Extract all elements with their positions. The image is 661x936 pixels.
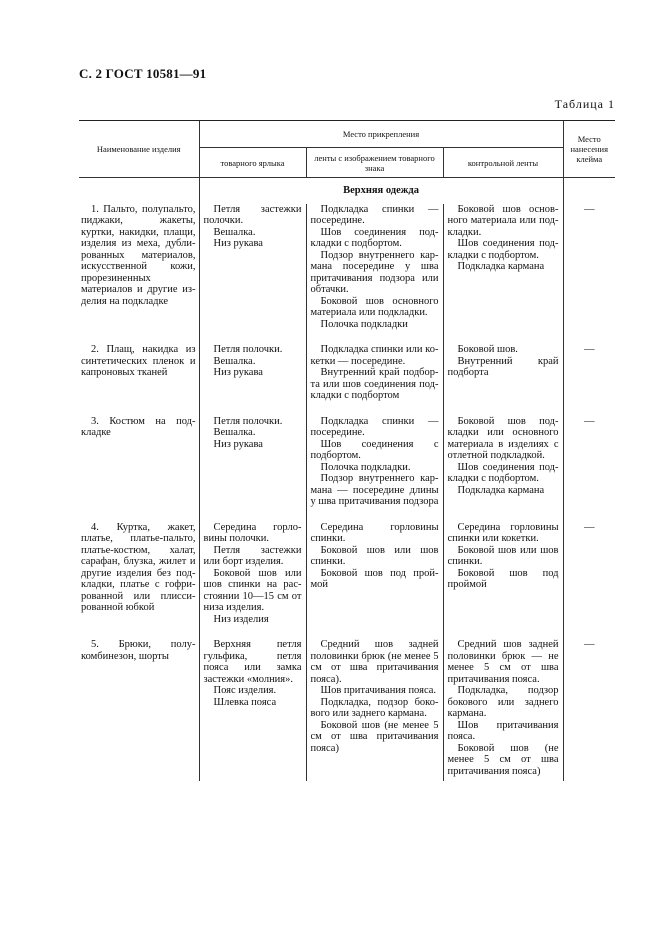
table-body xyxy=(79,178,615,782)
table-caption: Таблица 1 xyxy=(554,97,615,111)
table-row xyxy=(79,344,615,416)
ribbon-entry: Подкладка, подзор бокового или заднего кармана. xyxy=(310,696,439,719)
ribbon-entry: Подзор внутреннего кармана — посередине длины у шва притачивания подзора xyxy=(310,473,439,507)
label-entry: Петля полочки. xyxy=(213,344,283,355)
ribbon-entry: Середина горловины спинки. xyxy=(310,521,439,544)
column-header-control: контрольной ленты xyxy=(443,148,563,178)
ribbon-entry: Шов соединения с подбортом. xyxy=(310,438,439,461)
label-entry: Низ рукава xyxy=(213,438,263,450)
control-cell xyxy=(443,416,563,522)
ribbon-cell xyxy=(306,522,443,640)
ribbon-entry: Полочка подкладки. xyxy=(320,461,411,473)
control-entry: Середина горловины спинки или кокетки. xyxy=(447,521,559,544)
ribbon-entry: Шов соединения подкладки с подбортом. xyxy=(310,226,439,249)
column-header-label: товарного ярлыка xyxy=(199,148,306,178)
label-entry: Пояс изделия. xyxy=(213,685,277,696)
ribbon-entry: Полочка подкладки xyxy=(320,318,408,330)
item-name-cell xyxy=(79,639,199,781)
label-entry: Низ рукава xyxy=(213,367,263,378)
item-name-cell xyxy=(79,522,199,640)
mark-cell: — xyxy=(563,344,615,416)
ribbon-cell xyxy=(306,416,443,522)
table-row xyxy=(79,639,615,781)
control-entry: Шов соединения подкладки с подбортом. xyxy=(447,238,559,261)
item-name: 3. Костюм на подкладке xyxy=(81,415,196,438)
main-table xyxy=(79,120,615,781)
mark-cell: — xyxy=(563,522,615,640)
item-name: 1. Пальто, полупальто, пиджаки, жакеты, куртки, накидки, плащи, изделия из меха, дублированных материалов, искусственной кожи, прорезиненных материалов и другие изделия на подкладке xyxy=(81,203,196,307)
label-entry: Петля застежки или борт изделия. xyxy=(203,544,302,567)
control-cell xyxy=(443,344,563,416)
control-entry: Боковой шов (не менее 5 см от шва притачивания пояса) xyxy=(447,742,559,777)
item-name-cell xyxy=(79,344,199,416)
label-cell xyxy=(199,204,306,345)
label-cell xyxy=(199,639,306,781)
label-entry: Середина горловины полочки. xyxy=(203,521,302,544)
ribbon-entry: Боковой шов (не менее 5 см от шва притачивания пояса) xyxy=(310,719,439,754)
column-header-group: Место прикрепления xyxy=(199,121,563,148)
label-entry: Верхняя петля гульфика, петля пояса или замка застежки «молния». xyxy=(203,639,302,685)
label-entry: Низ изделия xyxy=(213,613,269,625)
ribbon-cell xyxy=(306,204,443,345)
column-header-name: Наименование изделия xyxy=(79,121,199,178)
item-name-cell xyxy=(79,204,199,345)
control-entry: Боковой шов основного материала или подкладки. xyxy=(447,203,559,238)
section-row xyxy=(79,178,615,204)
control-entry: Боковой шов под проймой xyxy=(447,567,559,590)
table-row xyxy=(79,522,615,640)
control-entry: Боковой шов. xyxy=(457,344,518,355)
mark-cell: — xyxy=(563,204,615,345)
column-header-ribbon: ленты с изображением товарного знака xyxy=(306,148,443,178)
table-row xyxy=(79,416,615,522)
control-entry: Внутренний край подборта xyxy=(447,355,559,378)
item-name: 2. Плащ, накидка из синтетических пленок и капроновых тканей xyxy=(81,344,196,378)
ribbon-entry: Подкладка спинки — посередине. xyxy=(310,415,439,438)
mark-cell: — xyxy=(563,416,615,522)
control-cell xyxy=(443,522,563,640)
control-cell xyxy=(443,639,563,781)
label-entry: Вешалка. xyxy=(213,355,256,367)
ribbon-entry: Боковой шов или шов спинки. xyxy=(310,544,439,567)
label-cell xyxy=(199,344,306,416)
item-name: 5. Брюки, полукомбинезон, шорты xyxy=(81,639,196,662)
item-name-cell xyxy=(79,416,199,522)
control-entry: Средний шов задней половинки брюк — не менее 5 см от шва притачивания пояса. xyxy=(447,639,559,685)
ribbon-entry: Подкладка спинки или кокетки — посередине. xyxy=(310,344,439,367)
mark-cell: — xyxy=(563,639,615,781)
ribbon-entry: Боковой шов под проймой xyxy=(310,567,439,590)
page-header: С. 2 ГОСТ 10581—91 xyxy=(79,66,207,81)
label-entry: Низ рукава xyxy=(213,238,263,249)
label-cell xyxy=(199,522,306,640)
ribbon-entry: Средний шов задней половинки брюк (не менее 5 см от шва притачивания пояса). xyxy=(310,639,439,685)
ribbon-cell xyxy=(306,344,443,416)
control-entry: Подкладка кармана xyxy=(457,261,545,272)
control-entry: Боковой шов или шов спинки. xyxy=(447,544,559,567)
ribbon-entry: Внутренний край подборта или шов соединения подкладки с подбортом xyxy=(310,367,439,401)
ribbon-entry: Подкладка спинки — посередине. xyxy=(310,203,439,226)
column-header-mark: Место нанесения клейма xyxy=(563,121,615,178)
label-entry: Петля полочки. xyxy=(213,415,283,427)
label-cell xyxy=(199,416,306,522)
section-title: Верхняя одежда xyxy=(199,178,563,204)
ribbon-entry: Шов притачивания пояса. xyxy=(320,685,437,696)
control-entry: Подкладка кармана xyxy=(457,484,545,496)
ribbon-entry: Боковой шов основного материала или подкладки. xyxy=(310,295,439,318)
label-entry: Вешалка. xyxy=(213,427,256,438)
control-entry: Подкладка, подзор бокового или заднего кармана. xyxy=(447,685,559,719)
label-entry: Вешалка. xyxy=(213,226,256,238)
control-entry: Шов соединения подкладки с подбортом. xyxy=(447,461,559,484)
label-entry: Боковой шов или шов спинки на расстоянии 10—15 см от низа изделия. xyxy=(203,567,302,613)
ribbon-cell xyxy=(306,639,443,781)
item-name: 4. Куртка, жакет, платье, платье-пальто, платье-костюм, халат, сарафан, блузка, жилет и другие изделия без подкладки, платье с гофрированной или плиссированной юбкой xyxy=(81,521,196,613)
label-entry: Петля застежки полочки. xyxy=(203,203,302,226)
section-label xyxy=(79,178,199,204)
label-entry: Шлевка пояса xyxy=(213,696,277,708)
table-row xyxy=(79,204,615,345)
ribbon-entry: Подзор внутреннего кармана посередине у шва притачивания подзора или обтачки. xyxy=(310,249,439,295)
control-cell xyxy=(443,204,563,345)
control-entry: Шов притачивания пояса. xyxy=(447,719,559,742)
control-entry: Боковой шов подкладки или основного материала в изделиях с отлетной подкладкой. xyxy=(447,415,559,461)
